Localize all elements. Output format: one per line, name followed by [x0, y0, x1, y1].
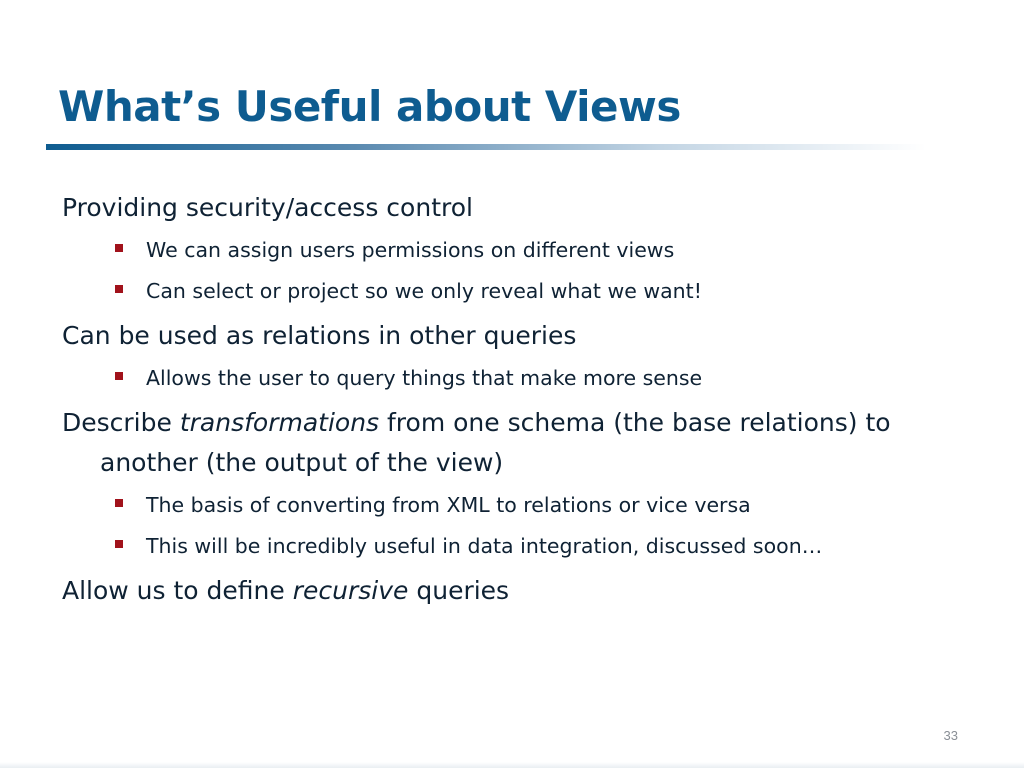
bullet-text-part: queries [408, 576, 510, 605]
bullet-text-part: from one schema (the base relations) to another (the output of the view) [100, 408, 891, 477]
bullet-point-relations: Can be used as relations in other queries [62, 321, 577, 350]
bullet-text-emphasis: transformations [179, 408, 380, 437]
square-bullet-icon [115, 285, 123, 293]
sub-bullet-text: We can assign users permissions on different views [146, 238, 675, 262]
slide-number: 33 [943, 728, 958, 743]
bullet-point-transformations [62, 403, 962, 483]
sub-bullet-item [62, 358, 962, 399]
square-bullet-icon [115, 244, 123, 252]
sub-bullet-item [62, 271, 962, 312]
title-underline [46, 144, 926, 150]
sub-bullet-item [62, 230, 962, 271]
slide-body [62, 188, 962, 611]
sub-bullet-text: The basis of converting from XML to relations or vice versa [146, 493, 751, 517]
sub-bullet-list-transformations [62, 485, 962, 567]
slide-title: What’s Useful about Views [58, 82, 681, 131]
sub-bullet-text: This will be incredibly useful in data integration, discussed soon… [146, 534, 823, 558]
bullet-point-security: Providing security/access control [62, 193, 473, 222]
square-bullet-icon [115, 540, 123, 548]
bottom-band [0, 762, 1024, 768]
bullet-text-emphasis: recursive [292, 576, 409, 605]
sub-bullet-list-security [62, 230, 962, 312]
sub-bullet-list-relations [62, 358, 962, 399]
sub-bullet-text: Can select or project so we only reveal what we want! [146, 279, 702, 303]
square-bullet-icon [115, 499, 123, 507]
sub-bullet-text: Allows the user to query things that make more sense [146, 366, 703, 390]
sub-bullet-item [62, 485, 962, 526]
bullet-point-recursive [62, 571, 962, 611]
sub-bullet-item [62, 526, 962, 567]
bullet-text-part: Allow us to define [62, 576, 293, 605]
square-bullet-icon [115, 372, 123, 380]
bullet-text-part: Describe [62, 408, 180, 437]
